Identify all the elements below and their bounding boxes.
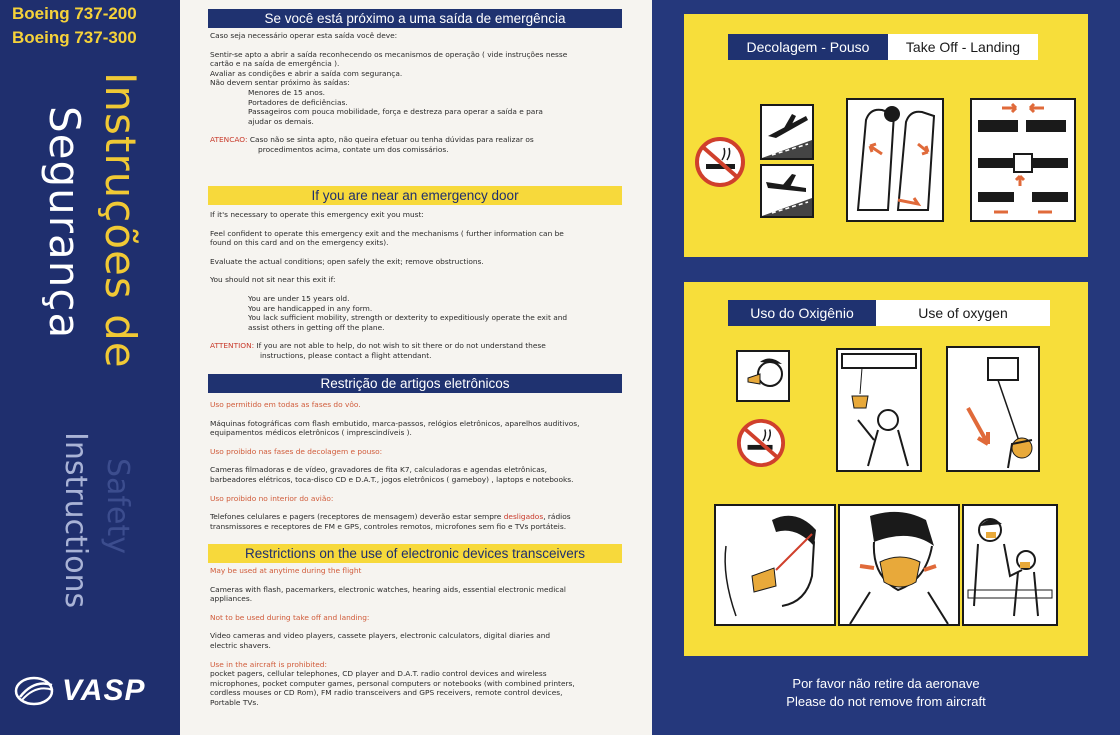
oxygen-mask-child-icon	[964, 506, 1056, 624]
subheading: Use in the aircraft is prohibited:	[210, 659, 327, 669]
footer-en: Please do not remove from aircraft	[786, 694, 986, 709]
oxygen-mask-fit-icon	[716, 506, 834, 624]
text-line: If it's necessary to operate this emergency exit you must:	[210, 210, 424, 219]
en-electronics-section	[180, 544, 652, 708]
text-column	[180, 0, 652, 735]
no-smoking-icon	[736, 418, 786, 468]
footer-pt: Por favor não retire da aeronave	[792, 676, 980, 691]
subheading: Not to be used during take off and landing:	[210, 612, 370, 622]
illustration-panel	[652, 0, 1120, 735]
text-line: Passageiros com pouca mobilidade, força e destreza para operar a saída e para	[248, 107, 543, 117]
takeoff-label-pt: Decolagem - Pouso	[728, 34, 888, 60]
text-line: barbeadores elétricos, toca-disco CD e D.A.T., jogos eletrônicos ( gameboy) , laptops e notebooks.	[210, 474, 574, 484]
cover-safety-label: Safety	[100, 458, 135, 554]
aircraft-model-2: Boeing 737-300	[12, 28, 137, 47]
subheading: Uso permitido em todas as fases do vôo.	[210, 400, 361, 409]
oxygen-label-en: Use of oxygen	[876, 300, 1050, 326]
en-exit-section	[180, 186, 652, 361]
text-line: Caso seja necessário operar esta saída você deve:	[210, 31, 398, 40]
takeoff-label-en: Take Off - Landing	[888, 34, 1038, 60]
oxygen-mask-face-icon	[738, 352, 788, 400]
attention-line	[210, 135, 630, 145]
oxygen-mask-pull-icon	[948, 348, 1038, 470]
mask-drop-picture	[836, 348, 922, 472]
text-line: ajudar os demais.	[248, 116, 314, 126]
cover-instructions-label: Instructions	[58, 432, 93, 609]
mask-face-picture	[736, 350, 790, 402]
airplane-takeoff-icon	[762, 106, 812, 158]
subheading: Uso proibido no interior do avião:	[210, 493, 334, 503]
attention-label: ATENCAO:	[210, 135, 248, 145]
vasp-logo-text: VASP	[62, 674, 146, 707]
text-line: Portadores de deficiências.	[248, 97, 348, 107]
text-line: equipamentos médicos eletrônicos ( imprescindíveis ).	[210, 428, 412, 438]
mask-breathe-picture	[838, 504, 960, 626]
text-line: procedimentos acima, contate um dos comissários.	[258, 144, 449, 154]
en-exit-header: If you are near an emergency door	[208, 186, 622, 205]
text-line: If you are not able to help, do not wish to sit there or do not understand these	[256, 341, 546, 351]
subheading: Uso proibido nas fases de decolagem e pouso:	[210, 446, 383, 456]
text-line: pocket pagers, cellular telephones, CD player and D.A.T. radio control devices and wireless	[210, 669, 547, 679]
text-line: assist others in getting off the plane.	[248, 322, 385, 332]
oxygen-box	[684, 282, 1088, 656]
text-line: Sentir-se apto a abrir a saída reconhecendo os mecanismos de operação ( vide instruções nesse	[210, 49, 568, 59]
pt-exit-header: Se você está próximo a uma saída de emergência	[208, 9, 622, 28]
oxygen-mask-drop-icon	[838, 350, 920, 470]
en-electronics-header: Restrictions on the use of electronic devices transceivers	[208, 544, 622, 563]
text-line: appliances.	[210, 594, 253, 604]
mask-fit-picture	[714, 504, 836, 626]
pt-electronics-section	[180, 374, 652, 531]
text-line: Video cameras and video players, cassete players, electronic calculators, digital diaries and	[210, 631, 551, 641]
cover-title-line1: Instruções de	[96, 72, 145, 369]
takeoff-picture	[760, 104, 814, 160]
seatbelt-picture	[970, 98, 1076, 222]
text-line: You are under 15 years old.	[248, 293, 350, 303]
text-line: transmissores e receptores de FM e GPS, controles remotos, microfones sem fio e TVs portáteis.	[210, 521, 567, 531]
subheading: May be used at anytime during the flight	[210, 566, 362, 575]
no-smoking-icon	[694, 136, 746, 188]
seat-upright-picture	[846, 98, 944, 222]
text-line: microphones, pocket computer games, personal computers or notebooks (with combined printers,	[210, 678, 575, 688]
oxygen-label-pt: Uso do Oxigênio	[728, 300, 876, 326]
text-line: Máquinas fotográficas com flash embutido, marca-passos, relógios eletrônicos, aparelhos auditivos,	[210, 418, 580, 428]
landing-picture	[760, 164, 814, 218]
text-line: Portable TVs.	[210, 697, 259, 707]
aircraft-model-1: Boeing 737-200	[12, 4, 137, 23]
takeoff-landing-box	[684, 14, 1088, 257]
seat-upright-icon	[848, 100, 942, 220]
text-line: Cameras filmadoras e de vídeo, gravadores de fita K7, calculadoras e agendas eletrônicas,	[210, 465, 547, 475]
highlighted-word: desligados	[503, 512, 544, 522]
text-line: Menores de 15 anos.	[248, 87, 326, 97]
vasp-logo	[14, 674, 145, 708]
pt-electronics-header: Restrição de artigos eletrônicos	[208, 374, 622, 393]
airplane-landing-icon	[762, 166, 812, 216]
text-line: cartão e na saída de emergência ).	[210, 59, 340, 69]
text-line: Avaliar as condições e abrir a saída com segurança.	[210, 68, 403, 78]
text-span: Telefones celulares e pagers (receptores de mensagem) deverão estar sempre	[210, 512, 502, 522]
text-line: Evaluate the actual conditions; open safely the exit; remove obstructions.	[210, 256, 484, 266]
text-span: , rádios	[543, 512, 571, 522]
text-line: Não devem sentar próximo às saídas:	[210, 78, 350, 88]
text-line	[210, 512, 630, 522]
text-line: cordless mouses or CD Rom), FM radio transceivers and GPS receivers, remote control devices,	[210, 688, 563, 698]
text-line: You are handicapped in any form.	[248, 303, 373, 313]
text-line: found on this card and on the emergency exits).	[210, 238, 389, 248]
text-line: instructions, please contact a flight attendant.	[260, 350, 432, 360]
attention-label: ATTENTION:	[210, 341, 255, 351]
text-line: Feel confident to operate this emergency exit and the mechanisms ( further information can be	[210, 228, 564, 238]
oxygen-mask-breathe-icon	[840, 506, 958, 624]
vasp-swoosh-icon	[14, 675, 56, 707]
mask-child-picture	[962, 504, 1058, 626]
text-line: You lack sufficient mobility, strength or dexterity to expeditiously operate the exit and	[248, 313, 568, 323]
cover-title-line2: Segurança	[40, 106, 89, 340]
text-line: Caso não se sinta apto, não queira efetuar ou tenha dúvidas para realizar os	[249, 135, 534, 145]
attention-line	[210, 341, 630, 351]
text-line: You should not sit near this exit if:	[210, 275, 336, 285]
text-line: electric shavers.	[210, 640, 271, 650]
text-line: Cameras with flash, pacemarkers, electronic watches, hearing aids, essential electronic medical	[210, 584, 566, 594]
mask-pull-picture	[946, 346, 1040, 472]
cover-panel	[0, 0, 180, 735]
seatbelt-icon	[972, 100, 1074, 220]
pt-exit-section	[180, 9, 652, 155]
